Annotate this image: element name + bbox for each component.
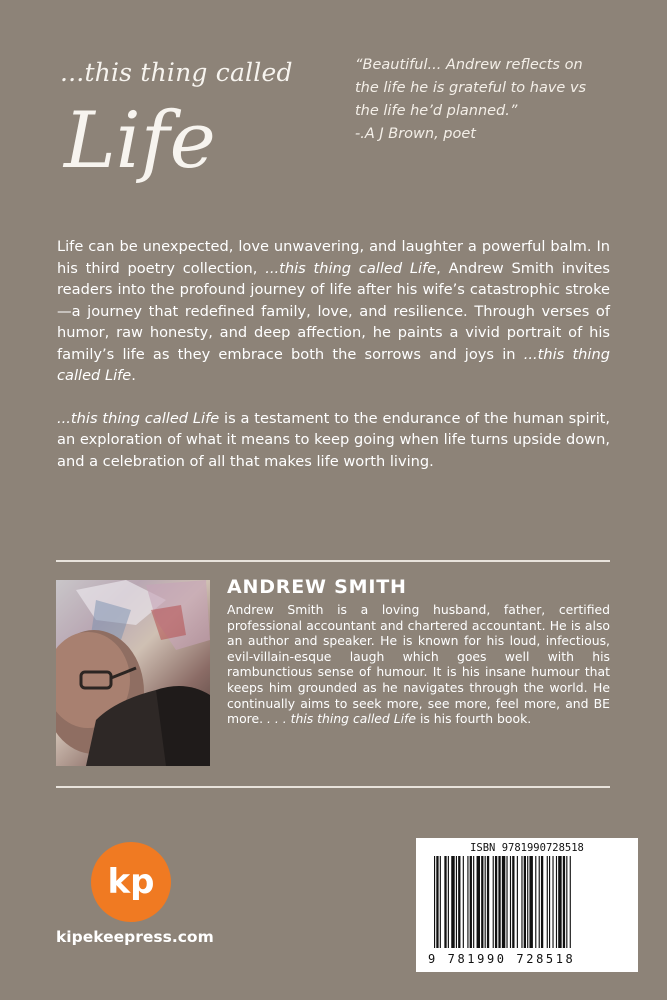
barcode-bar — [458, 856, 460, 948]
barcode-bar — [470, 856, 472, 948]
barcode-bar — [510, 856, 511, 948]
author-photo — [56, 580, 210, 766]
barcode-bar — [477, 856, 480, 948]
barcode-bar — [502, 856, 505, 948]
barcode-bar — [448, 856, 449, 948]
blurb-paragraph-2 — [57, 408, 610, 473]
barcode-bar — [485, 856, 486, 948]
title-main: Life — [64, 96, 216, 186]
barcode-bar — [563, 856, 565, 948]
barcode-bar — [529, 856, 532, 948]
barcode-bar — [495, 856, 497, 948]
title-prefix: ...this thing called — [60, 58, 293, 87]
barcode-bar — [493, 856, 494, 948]
barcode-bar — [539, 856, 540, 948]
author-name: ANDREW SMITH — [227, 576, 407, 598]
barcode-bar — [463, 856, 464, 948]
barcode-bar — [517, 856, 518, 948]
divider — [56, 786, 610, 788]
barcode-bar — [473, 856, 474, 948]
barcode-bar — [566, 856, 567, 948]
quote-line: “Beautiful... Andrew reflects on — [355, 57, 583, 73]
barcode-bar — [451, 856, 454, 948]
barcode-bar — [487, 856, 489, 948]
quote-attribution: -.A J Brown, poet — [355, 126, 476, 142]
quote-line: the life he’d planned.” — [355, 103, 518, 119]
bio-text: is his fourth book. — [416, 711, 532, 727]
cover-title — [56, 52, 296, 202]
barcode-bar — [558, 856, 561, 948]
blurb-book-title: ...this thing called Life — [265, 259, 437, 277]
divider — [56, 560, 610, 562]
barcode-bar — [524, 856, 526, 948]
bio-book-title: . . . this thing called Life — [266, 711, 417, 727]
barcode-bar — [549, 856, 550, 948]
blurb-book-title: ...this thing called Life — [57, 409, 220, 427]
isbn-barcode — [416, 838, 638, 972]
barcode-bar — [521, 856, 522, 948]
barcode-bars — [428, 856, 626, 952]
blurb-text: . — [131, 367, 136, 384]
barcode-bar — [527, 856, 528, 948]
barcode-bar — [498, 856, 500, 948]
blurb-paragraph-1 — [57, 236, 610, 387]
blurb-text: , Andrew Smith invites readers into the profound journey of life after his wife’s catastrophic stroke—a journey that redefined family, love, and resilience. Through verses of humor, raw honesty, and deep affection, he paints a vivid portrait of his family’s life as they embrace both the sorrows and joys in — [57, 259, 611, 363]
author-bio — [227, 602, 610, 727]
book-blurb — [57, 236, 610, 493]
barcode-bar — [547, 856, 548, 948]
blurb-text: is a testament to the endurance of the human spirit, an exploration of what it means to keep going when life turns upside down, and a celebration of all that makes life worth living. — [57, 409, 610, 470]
barcode-bar — [552, 856, 553, 948]
barcode-bar — [436, 856, 438, 948]
bio-text: Andrew Smith is a loving husband, father, certified professional accountant and chartered accountant. He is also an author and speaker. He is known for his loud, infectious, evil-villain-esque laugh which goes well with his rambunctious sense of humour. It is his insane humour that keeps him grounded as he navigates through the world. He continually aims to seek more, see more, feel more, and BE more. — [227, 602, 610, 727]
publisher-url[interactable]: kipekeepress.com — [56, 928, 214, 946]
barcode-bar — [556, 856, 557, 948]
author-portrait-image — [56, 580, 210, 766]
isbn-label: ISBN 9781990728518 — [470, 842, 584, 854]
barcode-bar — [467, 856, 468, 948]
barcode-bar — [444, 856, 446, 948]
blurb-text: Life can be unexpected, love unwavering, and laughter a powerful balm. In his third poetry collection, — [57, 238, 610, 277]
barcode-bar — [570, 856, 571, 948]
barcode-digits: 9 781990 728518 — [428, 952, 576, 966]
barcode-bar — [434, 856, 435, 948]
barcode-bar — [541, 856, 543, 948]
kp-logo-icon — [90, 841, 172, 923]
blurb-book-title: ...this thing called Life — [57, 345, 610, 384]
barcode-bar — [506, 856, 507, 948]
barcode-bar — [440, 856, 441, 948]
quote-line: the life he is grateful to have vs — [355, 80, 587, 96]
barcode-bar — [481, 856, 483, 948]
barcode-bar — [512, 856, 514, 948]
barcode-bar — [535, 856, 536, 948]
review-quote — [355, 54, 645, 146]
svg-text:kp: kp — [107, 862, 155, 902]
barcode-bar — [456, 856, 457, 948]
publisher-logo — [90, 841, 172, 923]
